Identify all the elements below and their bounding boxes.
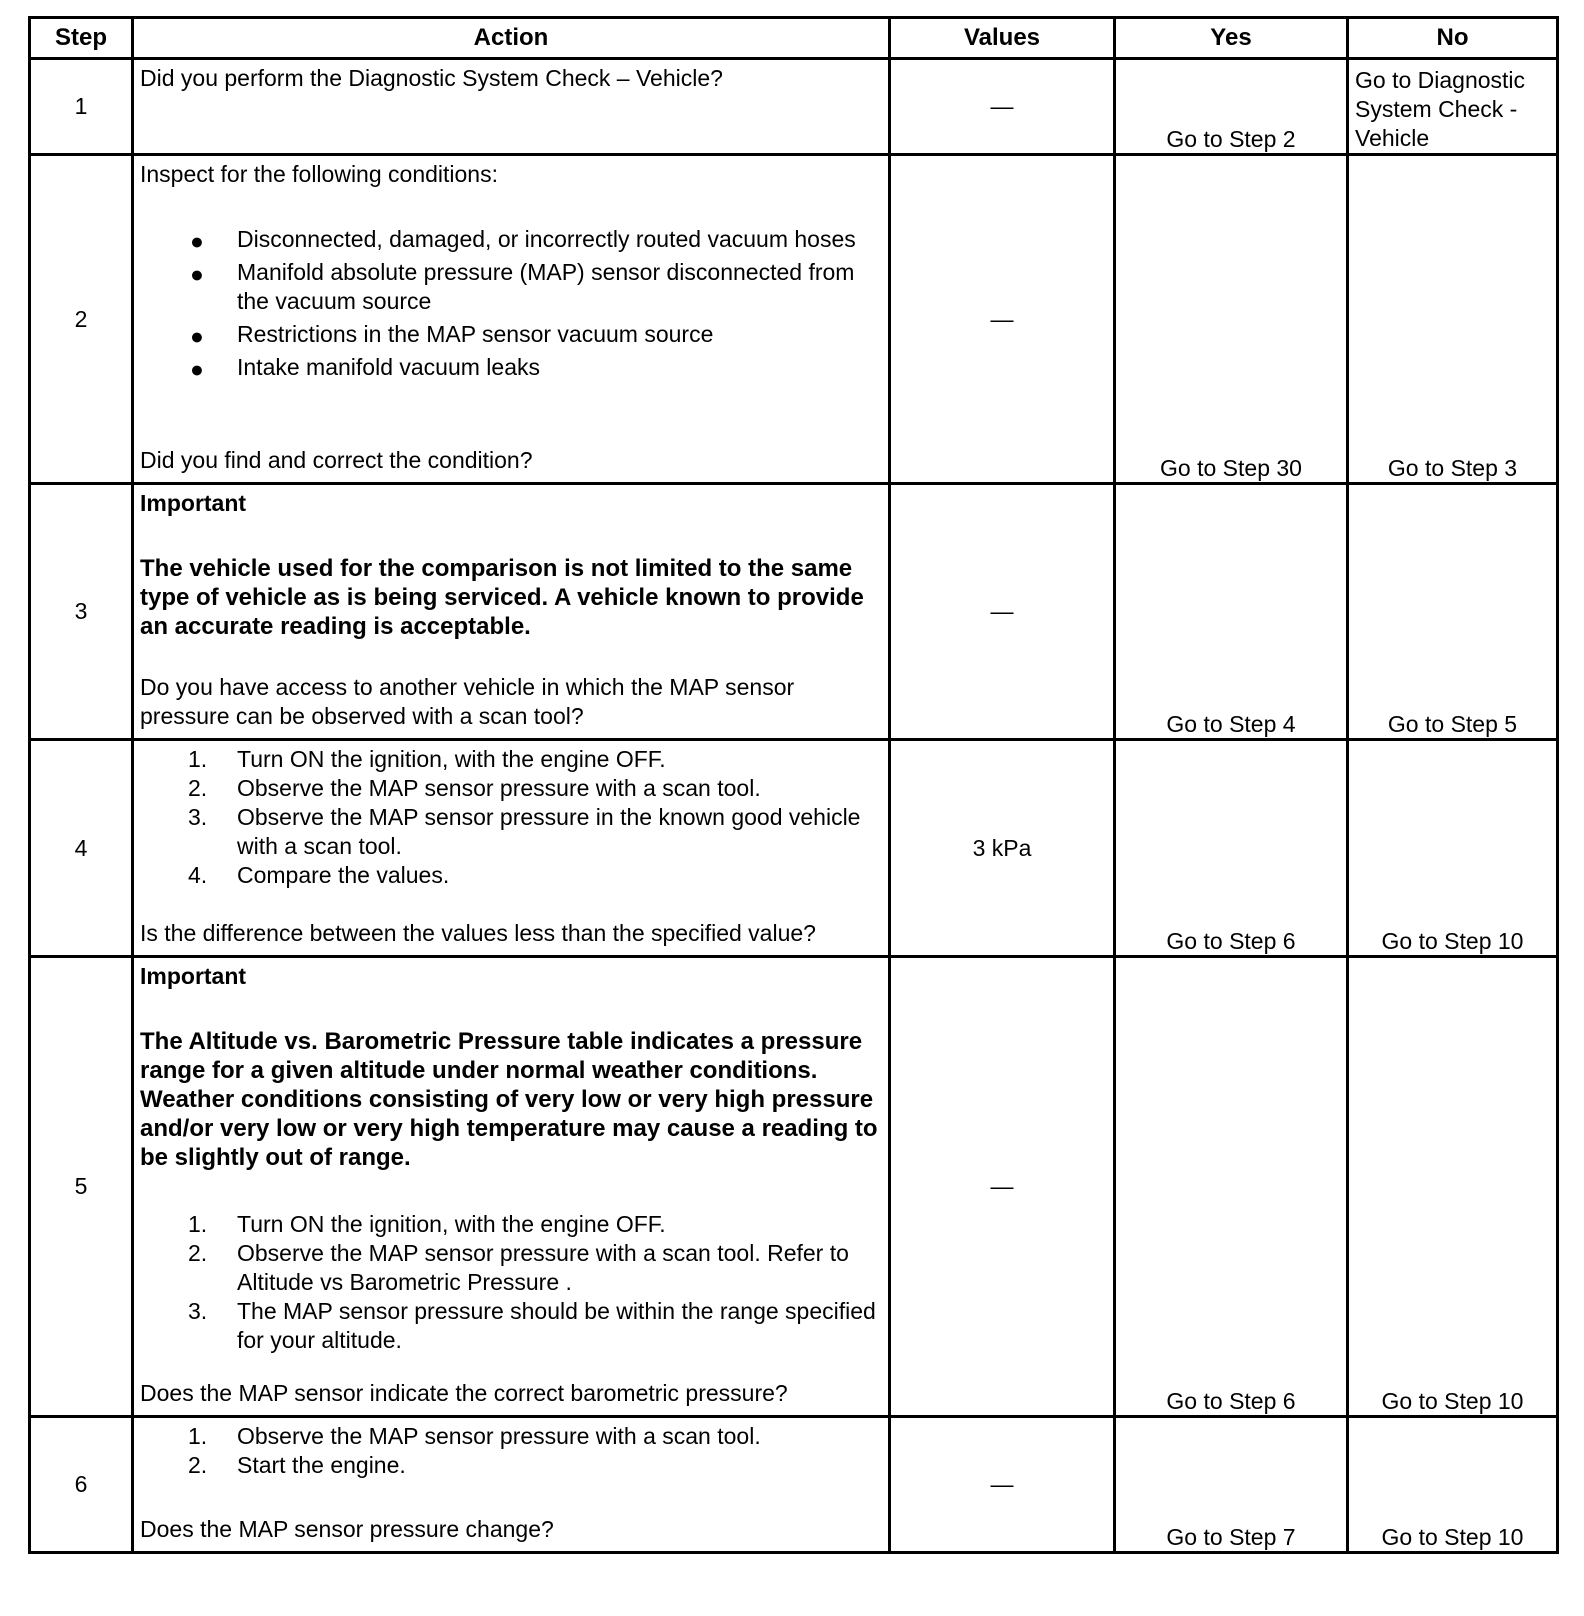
value-cell: — — [890, 957, 1115, 1417]
action-question: Is the difference between the values less than the specified value? — [140, 920, 816, 946]
action-cell — [133, 740, 890, 957]
no-cell: Go to Step 3 — [1348, 155, 1558, 484]
no-cell: Go to Step 5 — [1348, 484, 1558, 740]
value-cell: — — [890, 1417, 1115, 1553]
important-label: Important — [140, 490, 247, 516]
step-number: 6 — [30, 1417, 133, 1553]
value-cell: — — [890, 155, 1115, 484]
procedure-list — [140, 745, 882, 890]
header-row — [30, 18, 1558, 59]
action-question: Do you have access to another vehicle in which the MAP sensor pressure can be observed with a scan tool? — [140, 674, 795, 729]
no-cell: Go to Step 10 — [1348, 740, 1558, 957]
bullet-icon: ● — [190, 323, 204, 349]
yes-cell: Go to Step 2 — [1115, 59, 1348, 155]
bullet-icon: ● — [190, 228, 204, 254]
table-row — [30, 155, 1558, 484]
step-number: 1 — [30, 59, 133, 155]
list-item: 3. Observe the MAP sensor pressure in the known good vehicle with a scan tool. — [188, 804, 861, 859]
table-row — [30, 59, 1558, 155]
important-label: Important — [140, 963, 247, 989]
header-values: Values — [890, 18, 1115, 59]
header-step: Step — [30, 18, 133, 59]
list-item: ● Intake manifold vacuum leaks — [190, 354, 540, 382]
step-number: 4 — [30, 740, 133, 957]
list-item: 1. Observe the MAP sensor pressure with a scan tool. — [188, 1423, 761, 1449]
table-row — [30, 1417, 1558, 1553]
bullet-icon: ● — [190, 261, 204, 287]
action-intro: Inspect for the following conditions: — [140, 161, 498, 187]
action-cell — [133, 59, 890, 155]
list-item: 1. Turn ON the ignition, with the engine OFF. — [188, 1211, 666, 1237]
yes-cell: Go to Step 7 — [1115, 1417, 1348, 1553]
action-cell — [133, 155, 890, 484]
list-item: 2. Observe the MAP sensor pressure with a scan tool. — [188, 775, 761, 801]
table-row — [30, 484, 1558, 740]
list-item: 2. Start the engine. — [188, 1452, 406, 1478]
yes-cell: Go to Step 30 — [1115, 155, 1348, 484]
bullet-icon: ● — [190, 356, 204, 382]
condition-list — [140, 225, 882, 382]
action-question: Does the MAP sensor pressure change? — [140, 1516, 554, 1542]
important-notice: The Altitude vs. Barometric Pressure table indicates a pressure range for a given altitude under normal weather conditions. Weather conditions consisting of very low or very high pressure and/or very low or very high temperature may cause a reading to be slightly out of range. — [140, 1028, 878, 1171]
no-cell: Go to Diagnostic System Check - Vehicle — [1348, 59, 1558, 155]
action-cell — [133, 1417, 890, 1553]
action-question: Did you perform the Diagnostic System Check – Vehicle? — [140, 65, 723, 91]
diagnostic-table — [28, 16, 1559, 1554]
no-cell: Go to Step 10 — [1348, 957, 1558, 1417]
list-item: ● Restrictions in the MAP sensor vacuum source — [190, 321, 714, 349]
important-notice: The vehicle used for the comparison is not limited to the same type of vehicle as is being serviced. A vehicle known to provide an accurate reading is acceptable. — [140, 555, 864, 640]
yes-cell: Go to Step 6 — [1115, 957, 1348, 1417]
list-item: ● Disconnected, damaged, or incorrectly routed vacuum hoses — [190, 226, 856, 254]
procedure-list — [140, 1210, 882, 1355]
procedure-list — [140, 1422, 882, 1480]
table-row — [30, 957, 1558, 1417]
step-number: 2 — [30, 155, 133, 484]
step-number: 5 — [30, 957, 133, 1417]
action-cell — [133, 484, 890, 740]
action-cell — [133, 957, 890, 1417]
no-cell: Go to Step 10 — [1348, 1417, 1558, 1553]
list-item: ● Manifold absolute pressure (MAP) sensor disconnected from the vacuum source — [190, 259, 855, 314]
list-item: 3. The MAP sensor pressure should be within the range specified for your altitude. — [188, 1298, 876, 1353]
yes-cell: Go to Step 4 — [1115, 484, 1348, 740]
list-item: 2. Observe the MAP sensor pressure with a scan tool. Refer to Altitude vs Barometric Pressure . — [188, 1240, 849, 1295]
header-action: Action — [133, 18, 890, 59]
value-cell: 3 kPa — [890, 740, 1115, 957]
header-no: No — [1348, 18, 1558, 59]
step-number: 3 — [30, 484, 133, 740]
value-cell: — — [890, 484, 1115, 740]
table-row — [30, 740, 1558, 957]
list-item: 4. Compare the values. — [188, 862, 450, 888]
header-yes: Yes — [1115, 18, 1348, 59]
yes-cell: Go to Step 6 — [1115, 740, 1348, 957]
action-question: Does the MAP sensor indicate the correct barometric pressure? — [140, 1380, 788, 1406]
action-question: Did you find and correct the condition? — [140, 447, 533, 473]
list-item: 1. Turn ON the ignition, with the engine OFF. — [188, 746, 666, 772]
value-cell: — — [890, 59, 1115, 155]
